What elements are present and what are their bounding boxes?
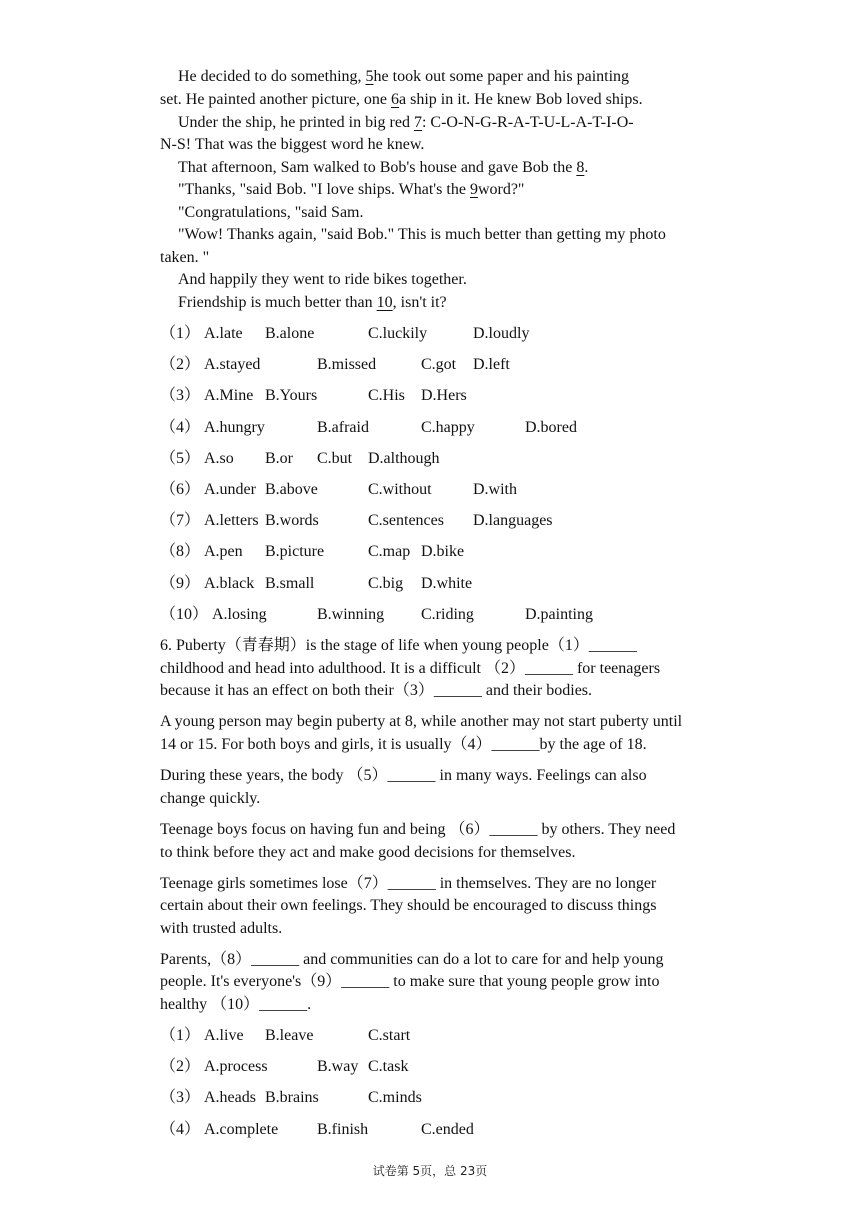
option-c: C.map xyxy=(368,543,411,561)
option-d: D.bike xyxy=(421,543,465,561)
q6-p6-line-2: people. It's everyone's（9）______ to make sure that young people grow into xyxy=(160,973,660,990)
option-a: A.late xyxy=(204,325,243,342)
option-c: C.sentences xyxy=(368,512,444,530)
blank-7: 7 xyxy=(413,114,422,131)
option-number: （2） xyxy=(160,356,201,374)
option-number: （7） xyxy=(160,512,201,530)
option-d: D.painting xyxy=(525,605,593,623)
option-number: （2） xyxy=(160,1058,201,1076)
option-b: B.leave xyxy=(265,1027,314,1044)
q6-p2-line-1: A young person may begin puberty at 8, while another may not start puberty until xyxy=(160,713,683,730)
page-footer: 试卷第 5页，总 23页 xyxy=(372,1164,488,1178)
option-c: C.luckily xyxy=(368,325,428,342)
option-c: C.task xyxy=(368,1058,409,1076)
option-b: B.afraid xyxy=(317,418,369,436)
option-c: C.without xyxy=(368,481,432,498)
option-b: B.or xyxy=(265,449,293,467)
option-a: A.losing xyxy=(212,605,267,623)
story-line-2: set. He painted another picture, one 6a ship in it. He knew Bob loved ships. xyxy=(160,89,643,111)
q6-p5-line-1: Teenage girls sometimes lose（7）______ in themselves. They are no longer xyxy=(160,875,657,892)
option-d: D.white xyxy=(421,574,473,592)
option-d: D.left xyxy=(473,356,510,374)
option-number: （3） xyxy=(160,1089,201,1107)
option-number: （3） xyxy=(160,387,201,405)
option-b: B.way xyxy=(317,1058,359,1076)
option-number: （8） xyxy=(160,543,201,561)
blank-6: 6 xyxy=(391,91,400,108)
option-d: D.Hers xyxy=(421,387,467,405)
option-a: A.letters xyxy=(204,512,259,530)
option-b: B.finish xyxy=(317,1120,369,1138)
option-a: A.complete xyxy=(204,1120,279,1138)
option-number: （1） xyxy=(160,325,201,342)
option-number: （6） xyxy=(160,481,201,498)
blank-10: 10 xyxy=(376,294,393,311)
option-d: D.languages xyxy=(473,512,553,530)
q6-p1-line-3: because it has an effect on both their（3）______ and their bodies. xyxy=(160,682,593,699)
q6-p3-line-2: change quickly. xyxy=(160,790,261,807)
option-c: C.ended xyxy=(421,1120,474,1138)
option-c: C.got xyxy=(421,356,457,374)
option-b: B.words xyxy=(265,512,319,530)
option-b: B.missed xyxy=(317,356,377,374)
option-a: A.process xyxy=(204,1058,268,1076)
story-line-1: He decided to do something, 5he took out some paper and his painting xyxy=(178,66,629,88)
option-number: （1） xyxy=(160,1027,201,1044)
blank-8: 8 xyxy=(576,159,585,176)
option-number: （4） xyxy=(160,1120,201,1138)
q6-p6-line-1: Parents,（8）______ and communities can do a lot to care for and help young xyxy=(160,951,664,968)
option-number: （4） xyxy=(160,418,201,436)
option-number: （9） xyxy=(160,574,201,592)
option-d: D.although xyxy=(368,449,440,467)
story-line-11: Friendship is much better than 10, isn't it? xyxy=(178,292,447,314)
option-b: B.brains xyxy=(265,1089,319,1107)
option-a: A.live xyxy=(204,1027,244,1044)
q6-p4-line-1: Teenage boys focus on having fun and being （6）______ by others. They need xyxy=(160,821,676,838)
option-b: B.winning xyxy=(317,605,385,623)
option-b: B.alone xyxy=(265,325,315,342)
q6-p3-line-1: During these years, the body （5）______ in many ways. Feelings can also xyxy=(160,767,647,784)
option-b: B.picture xyxy=(265,543,325,561)
option-a: A.black xyxy=(204,574,255,592)
q6-p5-line-3: with trusted adults. xyxy=(160,920,283,937)
option-a: A.stayed xyxy=(204,356,261,374)
option-a: A.pen xyxy=(204,543,243,561)
blank-9: 9 xyxy=(469,181,478,198)
option-a: A.so xyxy=(204,449,234,467)
option-a: A.heads xyxy=(204,1089,256,1107)
q6-p2-line-2: 14 or 15. For both boys and girls, it is usually（4）______by the age of 18. xyxy=(160,736,647,753)
q6-p4-line-2: to think before they act and make good decisions for themselves. xyxy=(160,844,576,861)
story-line-4: N-S! That was the biggest word he knew. xyxy=(160,136,425,153)
story-line-9: taken. " xyxy=(160,249,210,266)
story-line-7: "Congratulations, "said Sam. xyxy=(178,204,364,221)
story-line-5: That afternoon, Sam walked to Bob's house and gave Bob the 8. xyxy=(178,157,588,179)
option-number: （10） xyxy=(160,605,209,623)
option-c: C.big xyxy=(368,574,404,592)
option-d: D.with xyxy=(473,481,517,498)
option-c: C.start xyxy=(368,1027,411,1044)
q6-p1-line-1: 6. Puberty（青春期）is the stage of life when young people（1）______ xyxy=(160,637,637,654)
option-b: B.above xyxy=(265,481,318,498)
option-number: （5） xyxy=(160,449,201,467)
option-c: C.riding xyxy=(421,605,474,623)
story-line-8: "Wow! Thanks again, "said Bob." This is much better than getting my photo xyxy=(178,226,666,243)
q6-p5-line-2: certain about their own feelings. They should be encouraged to discuss things xyxy=(160,897,657,914)
blank-5: 5 xyxy=(365,68,374,85)
option-d: D.bored xyxy=(525,418,577,436)
option-c: C.happy xyxy=(421,418,475,436)
option-c: C.His xyxy=(368,387,405,405)
option-b: B.Yours xyxy=(265,387,318,405)
story-line-3: Under the ship, he printed in big red 7: C-O-N-G-R-A-T-U-L-A-T-I-O- xyxy=(178,112,634,134)
q6-p1-line-2: childhood and head into adulthood. It is a difficult （2）______ for teenagers xyxy=(160,660,661,677)
option-a: A.hungry xyxy=(204,418,265,436)
option-b: B.small xyxy=(265,574,315,592)
story-line-10: And happily they went to ride bikes together. xyxy=(178,271,467,288)
option-c: C.minds xyxy=(368,1089,422,1107)
option-a: A.under xyxy=(204,481,256,498)
option-d: D.loudly xyxy=(473,325,530,342)
story-line-6: "Thanks, "said Bob. "I love ships. What's the 9word?" xyxy=(178,179,524,201)
option-c: C.but xyxy=(317,449,353,467)
q6-p6-line-3: healthy （10）______. xyxy=(160,996,312,1013)
option-a: A.Mine xyxy=(204,387,254,405)
